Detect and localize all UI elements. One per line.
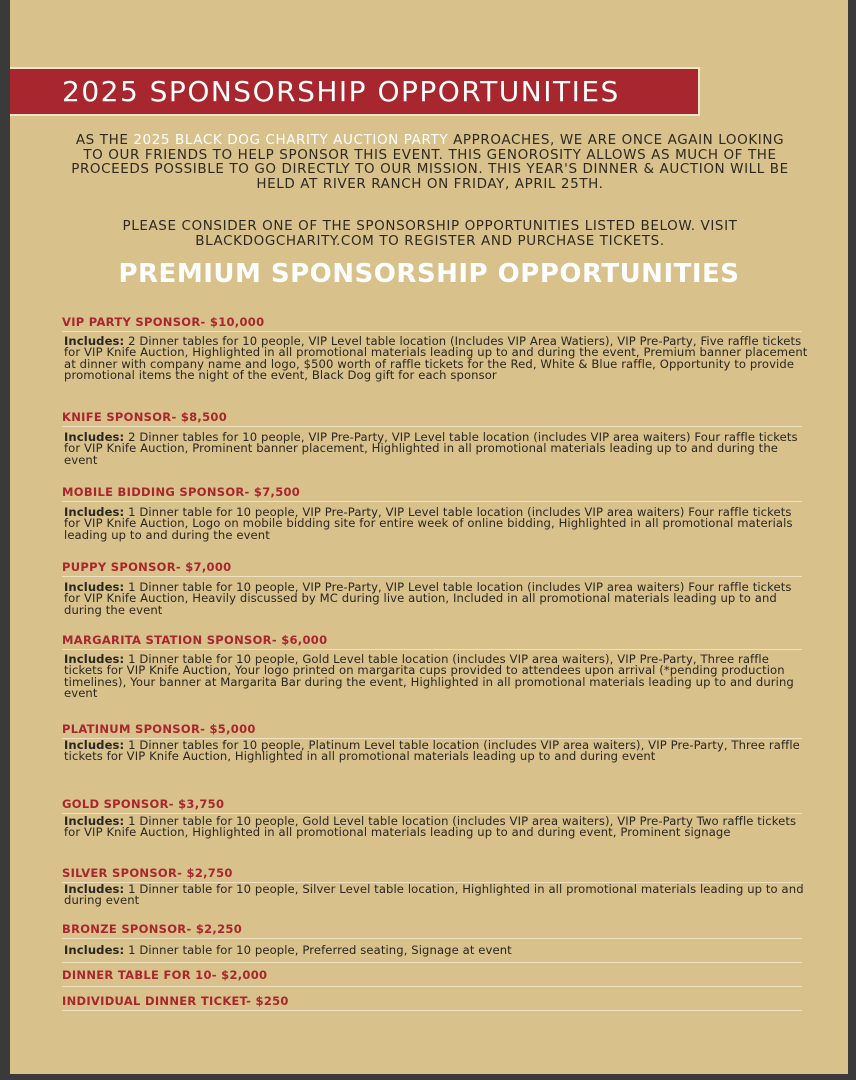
page-title: 2025 SPONSORSHIP OPPORTUNITIES bbox=[62, 75, 620, 108]
tier-title: SILVER SPONSOR- $2,750 bbox=[62, 866, 233, 880]
tier-description: Includes: 1 Dinner table for 10 people, VIP Pre-Party, VIP Level table location (includes VIP area waiters) Four raffle tickets for VIP Knife Auction, Logo on mobile bidding site for entire week of online bidding, Highlighted in all promotional materials leading up to and during the event bbox=[64, 505, 793, 542]
tier-title: KNIFE SPONSOR- $8,500 bbox=[62, 410, 228, 424]
divider bbox=[62, 649, 802, 650]
event-name-highlight: 2025 BLACK DOG CHARITY AUCTION PARTY bbox=[133, 132, 449, 148]
tier-description: Includes: 1 Dinner table for 10 people, Preferred seating, Signage at event bbox=[64, 943, 512, 957]
intro-text-end: APPROACHES, WE ARE ONCE AGAIN LOOKING TO OUR FRIENDS TO HELP SPONSOR THIS EVENT. THIS GENOROSITY ALLOWS AS MUCH OF THE PROCEEDS POSSIBLE TO GO DIRECTLY TO OUR MISSION. THIS YEAR'S DINNER & AUCTION WILL BE HELD AT RIVER RANCH ON FRIDAY, APRIL 25TH. bbox=[71, 132, 789, 192]
divider bbox=[62, 986, 802, 987]
tier-title: MARGARITA STATION SPONSOR- $6,000 bbox=[62, 633, 328, 647]
intro-call-to-action: PLEASE CONSIDER ONE OF THE SPONSORSHIP OPPORTUNITIES LISTED BELOW. VISIT BLACKDOGCHARITY.COM TO REGISTER AND PURCHASE TICKETS. bbox=[122, 218, 738, 249]
includes-label: Includes: bbox=[64, 580, 125, 594]
divider bbox=[62, 962, 802, 963]
divider bbox=[62, 1010, 802, 1011]
tier-title: BRONZE SPONSOR- $2,250 bbox=[62, 922, 242, 936]
tier-description: Includes: 1 Dinner tables for 10 people, Platinum Level table location (includes VIP area waiters), VIP Pre-Party, Three raffle tickets for VIP Knife Auction, Highlighted in all promotional materials leading up to and during event bbox=[64, 738, 800, 764]
includes-label: Includes: bbox=[64, 505, 125, 519]
divider bbox=[62, 938, 802, 939]
tier-title: DINNER TABLE FOR 10- $2,000 bbox=[62, 968, 268, 982]
includes-label: Includes: bbox=[64, 652, 125, 666]
intro-text-start: AS THE bbox=[75, 132, 134, 148]
intro-paragraph bbox=[70, 133, 790, 191]
divider bbox=[62, 576, 802, 577]
divider bbox=[62, 426, 802, 427]
includes-label: Includes: bbox=[64, 814, 125, 828]
tier-description: Includes: 1 Dinner table for 10 people, Silver Level table location, Highlighted in all promotional materials leading up to and during event bbox=[64, 882, 804, 908]
tier-title: GOLD SPONSOR- $3,750 bbox=[62, 797, 225, 811]
tier-description: Includes: 2 Dinner tables for 10 people, VIP Level table location (Includes VIP Area Watiers), VIP Pre-Party, Five raffle tickets for VIP Knife Auction, Highlighted in all promotional materials leading up to and during the event, Premium banner placement at dinner with company name and logo, $500 worth of raffle tickets for the Red, White & Blue raffle, Opportunity to provide promotional items the night of the event, Black Dog gift for each sponsor bbox=[64, 334, 808, 383]
divider bbox=[62, 501, 802, 502]
tier-description: Includes: 2 Dinner tables for 10 people, VIP Pre-Party, VIP Level table location (includes VIP area waiters) Four raffle tickets for VIP Knife Auction, Prominent banner placement, Highlighted in all promotional materials leading up to and during the event bbox=[64, 430, 798, 467]
sponsorship-page bbox=[10, 0, 848, 1074]
tier-title: VIP PARTY SPONSOR- $10,000 bbox=[62, 315, 265, 329]
includes-label: Includes: bbox=[64, 430, 125, 444]
tier-description: Includes: 1 Dinner table for 10 people, Gold Level table location (includes VIP area waiters), VIP Pre-Party Two raffle tickets for VIP Knife Auction, Highlighted in all promotional materials leading up to and during event, Prominent signage bbox=[64, 814, 797, 840]
includes-label: Includes: bbox=[64, 334, 125, 348]
tier-title: INDIVIDUAL DINNER TICKET- $250 bbox=[62, 994, 289, 1008]
title-banner bbox=[10, 67, 700, 116]
tier-title: PLATINUM SPONSOR- $5,000 bbox=[62, 722, 256, 736]
section-heading: PREMIUM SPONSORSHIP OPPORTUNITIES bbox=[118, 259, 740, 289]
tier-description: Includes: 1 Dinner table for 10 people, Gold Level table location (includes VIP area waiters), VIP Pre-Party, Three raffle tickets for VIP Knife Auction, Your logo printed on margarita cups provided to attendees upon arrival (*pending production timelines), Your banner at Margarita Bar during the event, Highlighted in all promotional materials leading up to and during event bbox=[64, 652, 794, 701]
tier-description: Includes: 1 Dinner table for 10 people, VIP Pre-Party, VIP Level table location (includes VIP area waiters) Four raffle tickets for VIP Knife Auction, Heavily discussed by MC during live aution, Included in all promotional materials leading up to and during the event bbox=[64, 580, 792, 617]
tier-title: MOBILE BIDDING SPONSOR- $7,500 bbox=[62, 485, 301, 499]
includes-label: Includes: bbox=[64, 738, 125, 752]
tier-title: PUPPY SPONSOR- $7,000 bbox=[62, 560, 232, 574]
includes-label: Includes: bbox=[64, 943, 125, 957]
divider bbox=[62, 331, 802, 332]
includes-label: Includes: bbox=[64, 882, 125, 896]
